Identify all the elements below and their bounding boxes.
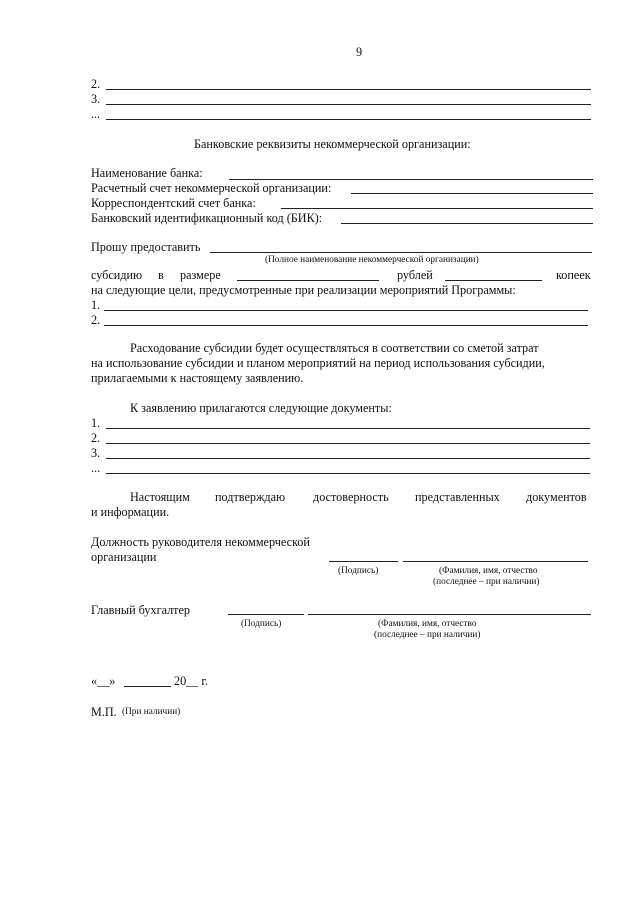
list-item: 1.	[91, 298, 101, 312]
list-item: 2.	[91, 313, 101, 327]
name-line	[403, 561, 588, 562]
attachments-heading: К заявлению прилагаются следующие документы:	[130, 401, 392, 415]
expenses-line-3: прилагаемыми к настоящему заявлению.	[91, 371, 304, 385]
accountant-name-caption-1: (Фамилия, имя, отчество	[378, 619, 477, 629]
fill-line	[106, 473, 590, 474]
head-name-caption-2: (последнее – при наличии)	[433, 577, 540, 587]
confirm-word: документов	[526, 490, 587, 504]
signature-line	[228, 614, 304, 615]
stamp-note: (При наличии)	[122, 707, 181, 717]
head-name-caption-1: (Фамилия, имя, отчество	[439, 566, 538, 576]
month-line	[124, 686, 171, 687]
word-amount: размере	[180, 268, 221, 282]
head-title-1: Должность руководителя некоммерческой	[91, 535, 310, 549]
org-name-caption: (Полное наименование некоммерческой организации)	[265, 255, 479, 265]
fill-line	[210, 252, 592, 253]
list-item: ...	[91, 107, 101, 121]
confirm-word: представленных	[415, 490, 500, 504]
list-item: 3.	[91, 92, 101, 106]
confirm-line-2: и информации.	[91, 505, 170, 519]
fill-line	[445, 280, 542, 281]
expenses-line-1: Расходование субсидии будет осуществляться в соответствии со сметой затрат	[130, 341, 539, 355]
confirm-word: Настоящим	[130, 490, 190, 504]
account-label: Расчетный счет некоммерческой организации:	[91, 181, 332, 195]
fill-line	[237, 280, 379, 281]
purpose-text: на следующие цели, предусмотренные при реализации мероприятий Программы:	[91, 283, 516, 297]
accountant-title: Главный бухгалтер	[91, 603, 191, 617]
list-item: 2.	[91, 77, 101, 91]
fill-line	[281, 208, 593, 209]
fill-line	[106, 119, 591, 120]
word-kopeks: копеек	[556, 268, 591, 282]
list-item: ...	[91, 461, 101, 475]
fill-line	[106, 104, 591, 105]
date-day: «__»	[91, 674, 116, 688]
bank-name-label: Наименование банка:	[91, 166, 203, 180]
corr-account-label: Корреспондентский счет банка:	[91, 196, 256, 210]
head-title-2: организации	[91, 550, 157, 564]
page-number: 9	[356, 45, 363, 59]
fill-line	[104, 310, 588, 311]
word-subsidy: субсидию	[91, 268, 143, 282]
fill-line	[341, 223, 593, 224]
head-sign-caption: (Подпись)	[338, 566, 379, 576]
request-prefix: Прошу предоставить	[91, 240, 201, 254]
list-item: 2.	[91, 431, 101, 445]
fill-line	[106, 458, 590, 459]
fill-line	[229, 179, 593, 180]
accountant-name-caption-2: (последнее – при наличии)	[374, 630, 481, 640]
fill-line	[104, 325, 588, 326]
bik-label: Банковский идентификационный код (БИК):	[91, 211, 323, 225]
list-item: 3.	[91, 446, 101, 460]
list-item: 1.	[91, 416, 101, 430]
confirm-word: подтверждаю	[215, 490, 286, 504]
fill-line	[106, 443, 590, 444]
date-year: 20__ г.	[174, 674, 209, 688]
bank-heading: Банковские реквизиты некоммерческой организации:	[194, 137, 471, 151]
confirm-word: достоверность	[313, 490, 389, 504]
fill-line	[351, 193, 593, 194]
word-in: в	[158, 268, 164, 282]
stamp-label: М.П.	[91, 705, 117, 719]
fill-line	[106, 89, 591, 90]
word-rubles: рублей	[397, 268, 433, 282]
name-line	[308, 614, 591, 615]
signature-line	[329, 561, 398, 562]
fill-line	[106, 428, 590, 429]
expenses-line-2: на использование субсидии и планом мероприятий на период использования субсидии,	[91, 356, 545, 370]
accountant-sign-caption: (Подпись)	[241, 619, 282, 629]
